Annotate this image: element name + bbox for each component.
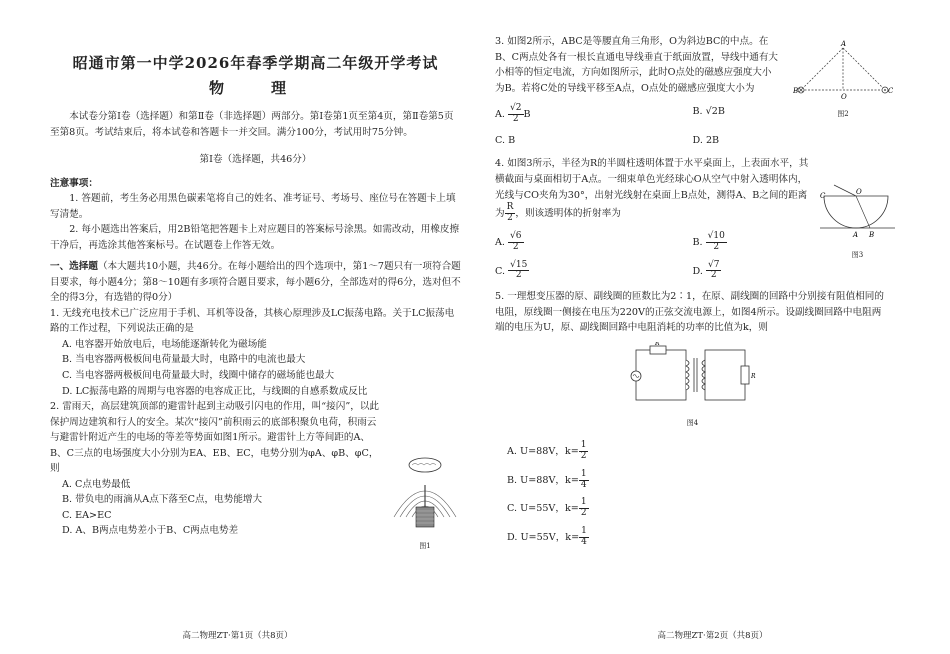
fraction (508, 261, 529, 282)
question-4-text-2: ，则该透明体的折射率为 (515, 207, 621, 219)
figure-4-drawing (628, 342, 758, 412)
question-4-options-row-2 (495, 261, 890, 282)
figure-3-label: 图3 (851, 250, 864, 259)
figure-3-point-a: A (853, 231, 859, 239)
figure-2-point-o: O (841, 93, 847, 101)
figure-4-resistor-label-1: R (654, 341, 660, 347)
figure-2-point-c: C (888, 87, 893, 95)
option-letter: D. (692, 265, 703, 277)
fraction (706, 232, 727, 253)
question-3-option-b: B. √2B (692, 106, 725, 118)
question-5-option-a (495, 441, 890, 462)
denominator: 4 (580, 479, 587, 490)
figure-3-point-c: C (820, 192, 826, 200)
figure-1 (390, 455, 460, 550)
fraction (579, 470, 589, 491)
question-3-stem: 3. 如图2所示，ABC是等腰直角三角形，O为斜边BC的中点。在B、C两点处各有一根长直通电导线垂直于纸面放置，导线中通有大小相等的恒定电流，方向如图所示，此时O点处的磁感应强度大小为B。若将C处的导线平移至A点，O点处的磁感应强度大小为 (495, 36, 779, 94)
question-2-option-a: A. C点电势最低 (62, 478, 131, 490)
question-4-option-d (693, 261, 891, 282)
question-5-option-c (495, 498, 890, 519)
figure-4 (623, 342, 763, 429)
fraction (579, 527, 589, 548)
option-text: A. U=88V，k= (507, 445, 579, 457)
figure-3 (820, 182, 895, 257)
denominator: 2 (515, 270, 522, 281)
question-1-option-c: C. 当电容器两极板间电荷量最大时，线圈中储存的磁场能也最大 (62, 369, 335, 381)
option-letter: A. (495, 109, 505, 121)
figure-2-point-a: A (841, 40, 847, 48)
option-letter: A. (495, 236, 505, 248)
page-footer-right: 高二物理ZT·第2页（共8页） (657, 631, 768, 642)
question-3-option-d: D. 2B (692, 134, 720, 146)
numerator: √7 (707, 259, 720, 270)
question-4-option-c (495, 261, 693, 282)
figure-4-label: 图4 (686, 418, 699, 427)
fraction (508, 232, 523, 253)
question-5-option-d (495, 527, 890, 548)
section-title: 第Ⅰ卷（选择题，共46分） (199, 154, 312, 166)
numerator: √10 (707, 230, 725, 241)
question-2-option-c: C. EA>EC (62, 509, 112, 521)
exam-title: 昭通市第一中学2026年春季学期高二年级开学考试 (72, 54, 439, 72)
option-letter: C. (495, 265, 506, 277)
option-suffix: B (523, 109, 531, 121)
numerator: √2 (510, 103, 522, 114)
question-3-options-row-2 (495, 133, 890, 149)
question-2-stem: 2. 雷雨天，高层建筑顶部的避雷针起到主动吸引闪电的作用，叫“接闪”，以此保护周边建筑和行人的安全。某次“接闪”前积雨云的底部积聚负电荷，积雨云与避雷针附近产生的电场的等差等势面如图1所示。避雷针上方等间距的A、B、C三点的电场强度大小分别为EA、EB、EC，电势分别为φA、φB、φC，则 (50, 401, 380, 475)
notice-item-1: 1. 答题前，考生务必用黑色碳素笔将自己的姓名、准考证号、考场号、座位号在答题卡上填写清楚。 (50, 193, 456, 220)
numerator: R (506, 202, 514, 213)
fraction (706, 261, 721, 282)
denominator: 4 (581, 537, 587, 548)
question-1-stem: 1. 无线充电技术已广泛应用于手机、耳机等设备，其核心原理涉及LC振荡电路。关于LC振荡电路的工作过程，下列说法正确的是 (50, 307, 455, 335)
fraction (579, 441, 589, 462)
question-5-option-b (495, 470, 890, 491)
figure-2-drawing (793, 38, 893, 103)
numerator: 1 (580, 468, 587, 479)
numerator: √15 (510, 259, 528, 270)
page-footer-left: 高二物理ZT·第1页（共8页） (182, 631, 293, 642)
option-text: C. U=55V，k= (507, 503, 579, 515)
question-2-option-b: B. 带负电的雨滴从A点下落至C点，电势能增大 (62, 494, 263, 506)
figure-2-label: 图2 (837, 109, 849, 118)
figure-1-label: 图1 (419, 541, 431, 550)
question-1-option-b: B. 当电容器两极板间电荷量最大时，电路中的电流也最大 (62, 354, 306, 366)
page-right (475, 0, 950, 654)
option-text: B. U=88V，k= (507, 474, 579, 486)
figure-2 (793, 38, 893, 118)
figure-3-drawing (820, 182, 895, 244)
fraction (508, 104, 523, 125)
fraction (505, 203, 516, 224)
denominator: 2 (580, 508, 587, 519)
figure-2-point-b: B (793, 87, 799, 95)
question-3-option-a (495, 104, 693, 125)
option-letter: B. (692, 236, 703, 248)
question-2-option-d: D. A、B两点电势差小于B、C两点电势差 (62, 525, 239, 537)
part-heading: 一、选择题 (50, 261, 98, 273)
denominator: 2 (580, 450, 587, 461)
question-3-option-c: C. B (495, 134, 516, 146)
subject-title: 物 理 (208, 78, 302, 97)
question-4-option-a (495, 232, 693, 253)
intro-text: 本试卷分第Ⅰ卷（选择题）和第Ⅱ卷（非选择题）两部分。第Ⅰ卷第1页至第4页，第Ⅱ卷第5页至第8页。考试结束后，将本试卷和答题卡一并交回。满分100分，考试用时75分钟。 (50, 111, 454, 138)
denominator: 2 (512, 241, 519, 252)
numerator: 1 (580, 439, 587, 450)
question-5-stem: 5. 一理想变压器的原、副线圈的匝数比为2∶1，在原、副线圈的回路中分别接有阻值相同的电阻，原线圈一侧接在电压为220V的正弦交流电源上，如图4所示。设副线圈回路中电阻两端的电压为U，原、副线圈回路中电阻消耗的功率的比值为k，则 (495, 291, 884, 334)
denominator: 2 (512, 114, 519, 125)
notice-item-2: 2. 每小题选出答案后，用2B铅笔把答题卡上对应题目的答案标号涂黑。如需改动，用橡皮擦干净后，再选涂其他答案标号。在试题卷上作答无效。 (50, 224, 460, 251)
question-4-text-1: 4. 如图3所示，半径为R的半圆柱透明体置于水平桌面上，上表面水平，其横截面与桌面相切于A点。一细束单色光经球心O从空气中射入透明体内，光线与CO夹角为30°，出射光线射在桌面上B点处，测得A、B之间的距离为 (495, 158, 809, 219)
part-instructions (50, 259, 461, 306)
figure-4-resistor-label-2: R (750, 372, 756, 380)
numerator: 1 (581, 526, 587, 537)
notice-heading: 注意事项： (50, 177, 98, 189)
numerator: √6 (510, 230, 522, 241)
fraction (579, 498, 589, 519)
figure-3-point-b: B (869, 231, 875, 239)
denominator: 2 (713, 241, 720, 252)
denominator: 2 (710, 270, 717, 281)
denominator: 2 (507, 212, 513, 223)
question-4-stem (495, 156, 815, 223)
part-text: （本大题共10小题，共46分。在每小题给出的四个选项中，第1～7题只有一项符合题目要求，每小题4分；第8～10题有多项符合题目要求，每小题6分，全部选对的得6分，选对但不全的得3分，有选错的得0分） (50, 261, 461, 304)
question-1-option-d: D. LC振荡电路的周期与电容器的电容成正比，与线圈的自感系数成反比 (62, 385, 368, 397)
figure-3-point-o: O (856, 188, 862, 196)
question-1-option-a: A. 电容器开始放电后，电场能逐渐转化为磁场能 (62, 338, 267, 350)
option-text: D. U=55V，k= (507, 532, 580, 544)
numerator: 1 (580, 497, 587, 508)
figure-1-drawing (390, 455, 460, 535)
